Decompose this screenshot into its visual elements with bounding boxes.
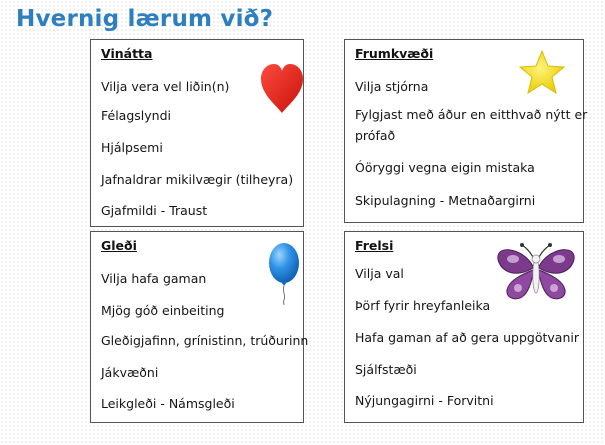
card-gledi: [90, 231, 309, 423]
list-item: Óöryggi vegna eigin mistaka: [355, 160, 535, 175]
list-item: Þörf fyrir hreyfanleika: [355, 298, 491, 313]
card-heading: Vinátta: [101, 46, 153, 61]
list-item: Jafnaldrar mikilvægir (tilheyra): [101, 172, 294, 187]
star-icon: [517, 49, 567, 95]
list-item: Mjög góð einbeiting: [101, 303, 225, 318]
list-item: Jákvæðni: [101, 365, 159, 380]
card-heading: Frelsi: [355, 238, 394, 253]
list-item: Vilja hafa gaman: [101, 271, 207, 286]
card-heading: Gleði: [101, 238, 137, 253]
page-title: Hvernig lærum við?: [16, 6, 274, 32]
card-heading: Frumkvæði: [355, 46, 434, 61]
list-item: Nýjungagirni - Forvitni: [355, 393, 494, 408]
card-frumkvaedi: [344, 39, 588, 223]
list-item: Gjafmildi - Traust: [101, 203, 208, 218]
list-item: Hjálpsemi: [101, 140, 163, 155]
list-item: Vilja val: [355, 266, 404, 281]
list-item: Vilja vera vel liðin(n): [101, 79, 230, 94]
list-item: Gleðigjafinn, grínistinn, trúðurinn: [101, 333, 309, 348]
heart-icon: [259, 63, 305, 115]
butterfly-icon: [495, 242, 577, 304]
balloon-icon: [267, 242, 301, 306]
list-item: Félagslyndi: [101, 108, 171, 123]
list-item: Hafa gaman af að gera uppgötvanir: [355, 330, 579, 345]
list-item: Skipulagning - Metnaðargirni: [355, 193, 536, 208]
list-item: Vilja stjórna: [355, 79, 429, 94]
card-frelsi: [344, 231, 584, 423]
list-item: Sjálfstæði: [355, 362, 417, 377]
list-item: Leikgleði - Námsgleði: [101, 396, 235, 411]
list-item: Fylgjast með áður en eitthvað nýtt er prófað: [355, 107, 588, 143]
card-vinatta: [90, 39, 304, 227]
